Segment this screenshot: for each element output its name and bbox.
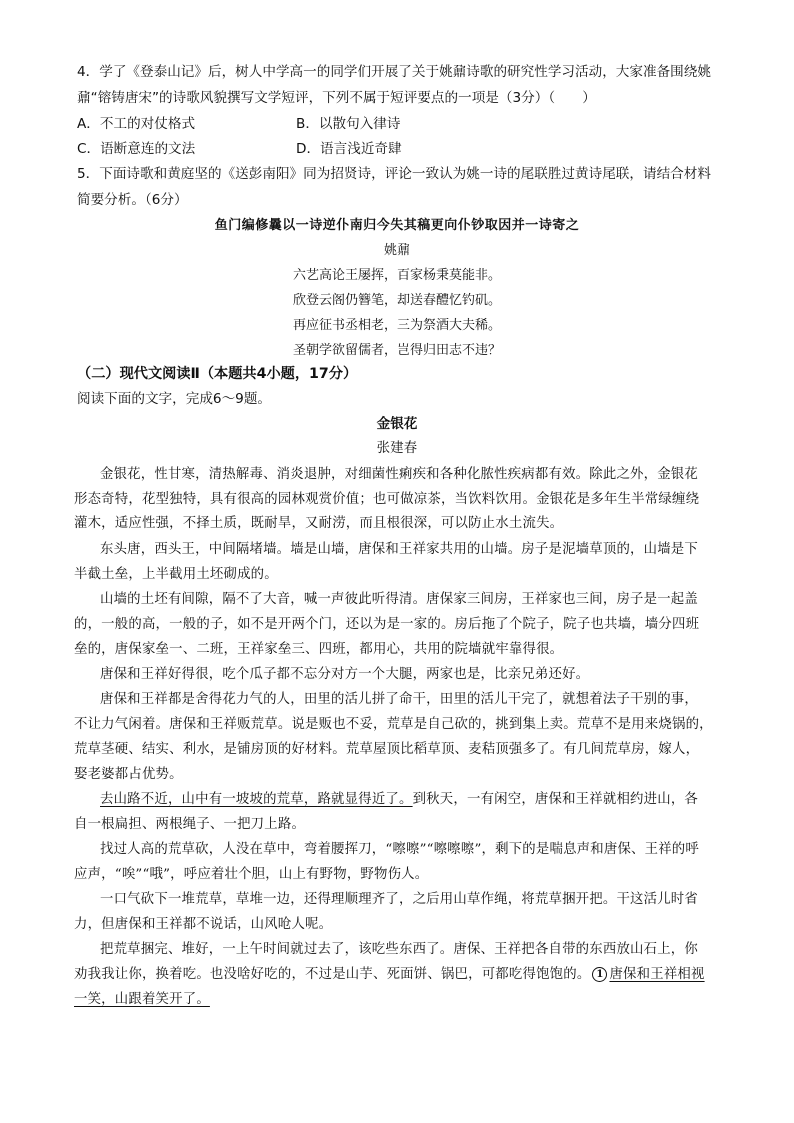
option-d: D．语言浅近奇肆 xyxy=(296,141,402,157)
paragraph-line: 不让力气闲着。唐保和王祥贩荒草。说是贩也不妥，荒草是自己砍的，挑到集上卖。荒草不是用来烧锅的， xyxy=(74,717,713,732)
paragraph-text: 劝我我让你，换着吃。也没啥好吃的，不过是山芋、死面饼、锅巴，可都吃得饱饱的。 xyxy=(74,967,591,982)
poem-author: 姚鼐 xyxy=(383,243,410,258)
paragraph-line: 形态奇特，花型独特，具有很高的园林观赏价值；也可做凉茶，当饮料饮用。金银花是多年生半常绿缠绕 xyxy=(74,492,700,507)
paragraph-line: 唐保和王祥都是舍得花力气的人，田里的活儿拼了命干，田里的活儿干完了，就想着法子干别的事， xyxy=(100,692,698,707)
paragraph-line: 娶老婆都占优势。 xyxy=(74,767,183,782)
paragraph-line xyxy=(74,965,705,985)
underlined-sentence: 去山路不近，山中有一坡坡的荒草， xyxy=(100,792,318,807)
story-title: 金银花 xyxy=(376,416,418,432)
option-a: A．不工的对仗格式 xyxy=(77,116,196,132)
poem-line-3: 再应征书丞相老，三为祭酒大夫稀。 xyxy=(292,318,501,333)
paragraph-line: 山墙的土坯有间隙，隔不了大音，喊一声彼此听得清。唐保家三间房，王祥家也三间，房子是一起盖 xyxy=(100,592,698,607)
paragraph-line: 东头唐，西头王，中间隔堵墙。墙是山墙，唐保和王祥家共用的山墙。房子是泥墙草顶的，山墙是下 xyxy=(100,542,698,557)
paragraph-line: 唐保和王祥好得很，吃个瓜子都不忘分对方一个大腿，两家也是，比亲兄弟还好。 xyxy=(100,667,590,682)
paragraph-line xyxy=(74,990,210,1010)
option-b: B．以散句入律诗 xyxy=(296,116,401,132)
circled-number-marker: 1 xyxy=(592,967,607,982)
paragraph-line: 自一根扁担、两根绳子、一把刀上路。 xyxy=(74,817,306,832)
poem-title: 鱼门编修曩以一诗逆仆南归今失其稿更向仆钞取因并一诗寄之 xyxy=(214,218,580,233)
question-5-line-2: 简要分析。（6分） xyxy=(77,192,188,208)
question-4-line-1: 4．学了《登泰山记》后，树人中学高一的同学们开展了关于姚鼐诗歌的研究性学习活动，大家准备围绕姚 xyxy=(77,64,711,80)
underlined-sentence: 路就显得近了。 xyxy=(317,792,413,807)
paragraph-line xyxy=(100,790,698,810)
question-5-line-1: 5．下面诗歌和黄庭坚的《送彭南阳》同为招贤诗，评论一致认为姚一诗的尾联胜过黄诗尾联，请结合材料 xyxy=(77,166,711,182)
paragraph-line: 垒的，唐保家垒一、二班，王祥家垒三、四班，都用心，共用的院墙就牢靠得很。 xyxy=(74,642,564,657)
poem-line-2: 欣登云阁仍簪笔，却送春醴忆钓矶。 xyxy=(292,293,501,308)
paragraph-line: 应声，“唉”“哦”，呼应着壮个胆，山上有野物，野物伤人。 xyxy=(74,867,429,882)
paragraph-line: 荒草茎硬、结实、利水，是铺房顶的好材料。荒草屋顶比稻草顶、麦秸顶强多了。有几间荒草房，嫁人， xyxy=(74,742,700,757)
paragraph-line: 金银花，性甘寒，清热解毒、消炎退肿，对细菌性痢疾和各种化脓性疾病都有效。除此之外，金银花 xyxy=(100,467,698,482)
question-4-line-2: 鼐“镕铸唐宋”的诗歌风貌撰写文学短评，下列不属于短评要点的一项是（3分）（ ） xyxy=(77,90,596,106)
paragraph-text: 到秋天，一有闲空，唐保和王祥就相约进山，各 xyxy=(412,792,698,807)
section-instruction: 阅读下面的文字，完成6～9题。 xyxy=(77,391,272,407)
paragraph-line: 的，一般的高，一般的子，如不是开两个门，还以为是一家的。房后拖了个院子，院子也共墙，墙分四班 xyxy=(74,617,700,632)
paragraph-line: 半截土垒，上半截用土坯砌成的。 xyxy=(74,567,278,582)
paragraph-line: 力，但唐保和王祥都不说话，山风呛人呢。 xyxy=(74,917,333,932)
option-c: C．语断意连的文法 xyxy=(77,141,196,157)
paragraph-line: 把荒草捆完、堆好，一上午时间就过去了，该吃些东西了。唐保、王祥把各自带的东西放山石上，你 xyxy=(100,942,698,957)
paragraph-line: 一口气砍下一堆荒草，草堆一边，还得理顺理齐了，之后用山草作绳，将荒草捆开把。干这活儿时省 xyxy=(100,892,698,907)
section-heading: （二）现代文阅读Ⅱ（本题共4小题，17分） xyxy=(77,366,358,382)
underlined-sentence: 一笑，山跟着笑开了。 xyxy=(74,992,210,1007)
poem-line-4: 圣朝学欲留儒者，岂得归田志不违？ xyxy=(292,343,501,358)
paragraph-line: 找过人高的荒草砍，人没在草中，弯着腰挥刀，“嚓嚓”“嚓嚓嚓”，剩下的是喘息声和唐保、王祥的呼 xyxy=(100,842,699,857)
poem-line-1: 六艺高论王屡挥，百家杨秉莫能非。 xyxy=(292,268,501,283)
story-author: 张建春 xyxy=(376,441,418,456)
paragraph-line: 灌木，适应性强，不择土质，既耐旱，又耐涝，而且根很深，可以防止水土流失。 xyxy=(74,516,564,531)
underlined-sentence: 唐保和王祥相视 xyxy=(609,967,705,982)
